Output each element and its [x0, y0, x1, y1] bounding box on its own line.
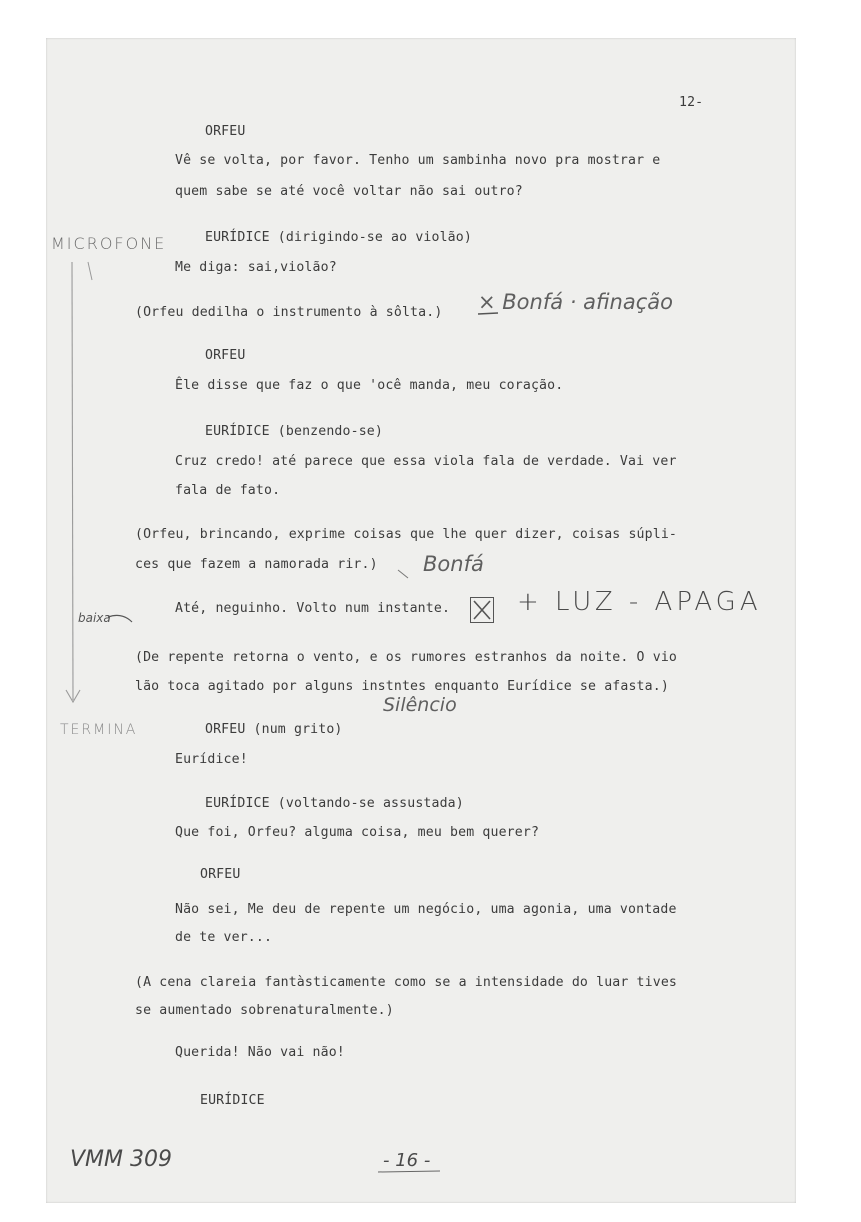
line-14: Até, neguinho. Volto num instante. — [175, 601, 451, 616]
line-11: fala de fato. — [175, 483, 281, 498]
line-24: (A cena clareia fantàsticamente como se a intensidade do luar tives — [135, 975, 677, 990]
line-26: Querida! Não vai não! — [175, 1045, 345, 1060]
note-termina: TERMINA — [60, 722, 138, 738]
archive-reference: VMM 309 — [70, 1147, 172, 1172]
line-9: EURÍDICE (benzendo-se) — [205, 424, 383, 439]
folio-number: - 16 - — [383, 1150, 431, 1171]
line-8: Êle disse que faz o que 'ocê manda, meu coração. — [175, 378, 564, 393]
line-18: Eurídice! — [175, 752, 248, 767]
line-3: quem sabe se até você voltar não sai outro? — [175, 184, 523, 199]
line-17: ORFEU (num grito) — [205, 722, 343, 737]
line-6: (Orfeu dedilha o instrumento à sôlta.) — [135, 305, 443, 320]
note-bonfa: Bonfá — [423, 552, 484, 576]
line-12: (Orfeu, brincando, exprime coisas que lhe quer dizer, coisas súpli- — [135, 527, 677, 542]
line-16: lão toca agitado por alguns instntes enquanto Eurídice se afasta.) — [135, 679, 669, 694]
line-15: (De repente retorna o vento, e os rumores estranhos da noite. O vio — [135, 650, 677, 665]
line-4: EURÍDICE (dirigindo-se ao violão) — [205, 230, 472, 245]
page-number: 12- — [679, 95, 704, 110]
line-22: Não sei, Me deu de repente um negócio, uma agonia, uma vontade — [175, 902, 677, 917]
note-margin-scribble: baixa — [78, 611, 111, 625]
note-bonfa-afinacao: × Bonfá · afinação — [478, 290, 673, 314]
line-5: Me diga: sai,violão? — [175, 260, 337, 275]
line-1: ORFEU — [205, 124, 246, 139]
line-19: EURÍDICE (voltando-se assustada) — [205, 796, 464, 811]
line-21: ORFEU — [200, 867, 241, 882]
line-10: Cruz credo! até parece que essa viola fala de verdade. Vai ver — [175, 454, 677, 469]
line-20: Que foi, Orfeu? alguma coisa, meu bem querer? — [175, 825, 540, 840]
line-27: EURÍDICE — [200, 1093, 265, 1108]
note-microfone: MICROFONE — [51, 234, 167, 253]
line-13: ces que fazem a namorada rir.) — [135, 557, 378, 572]
line-2: Vê se volta, por favor. Tenho um sambinha novo pra mostrar e — [175, 153, 661, 168]
line-23: de te ver... — [175, 930, 273, 945]
note-luz-apaga: + LUZ - APAGA — [517, 587, 762, 617]
line-25: se aumentado sobrenaturalmente.) — [135, 1003, 394, 1018]
line-7: ORFEU — [205, 348, 246, 363]
note-silencio: Silêncio — [383, 694, 457, 716]
